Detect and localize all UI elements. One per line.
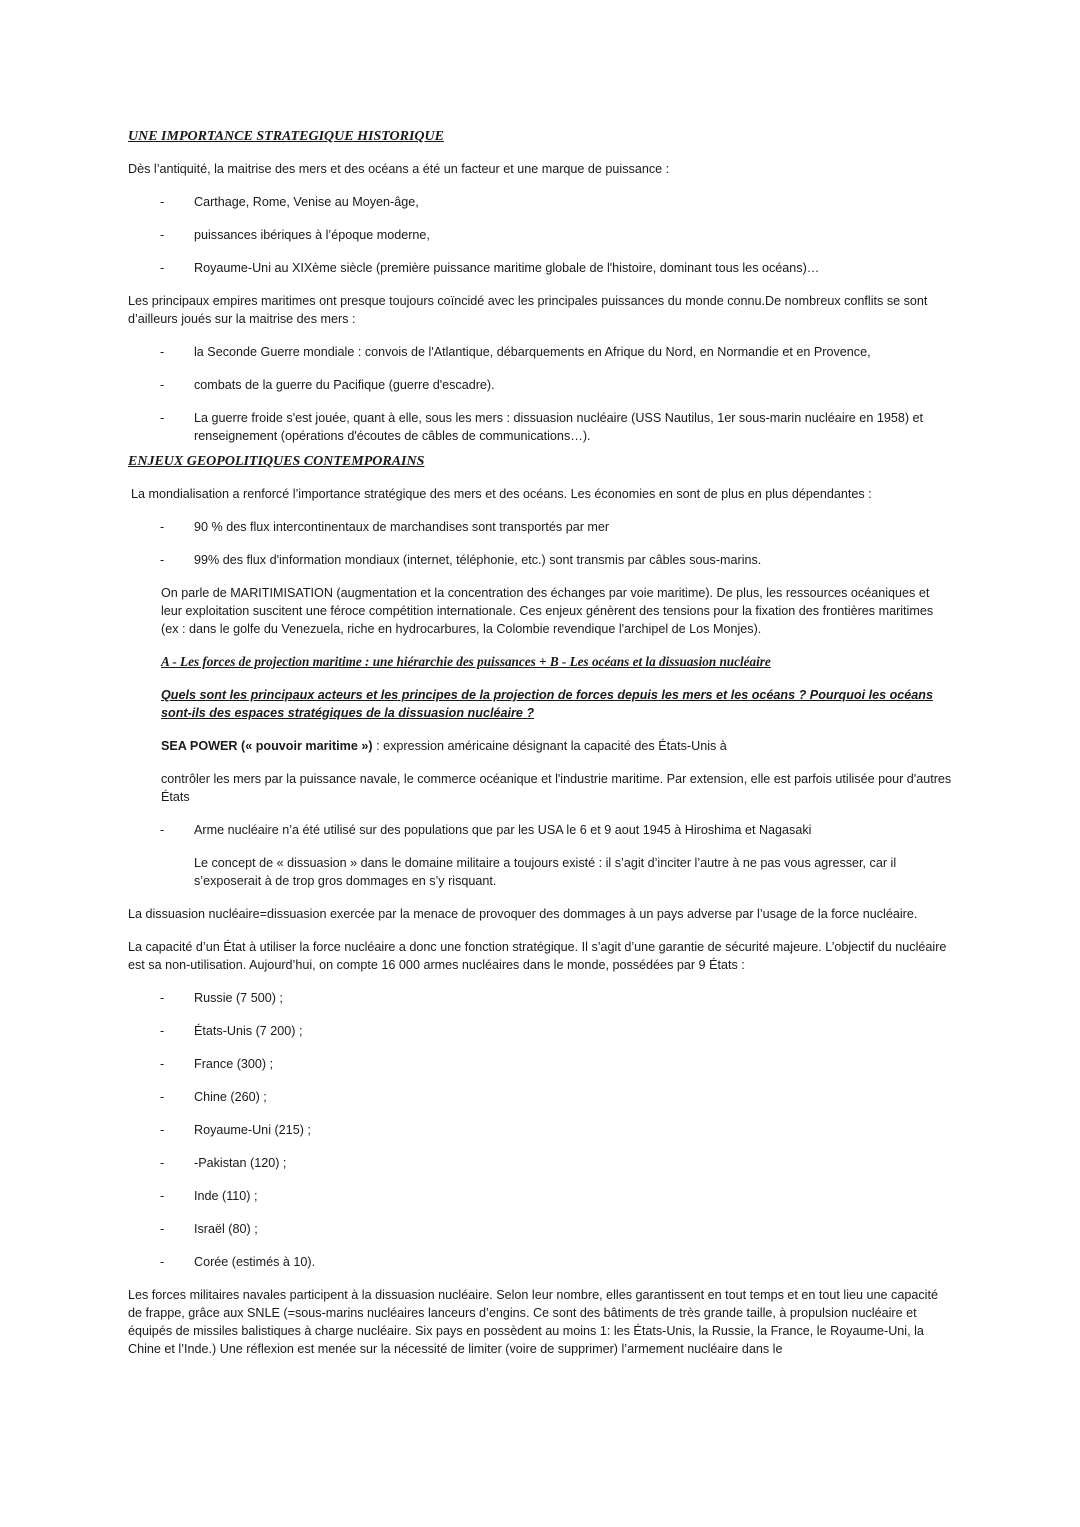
list-item-text: puissances ibériques à l’époque moderne, bbox=[194, 228, 430, 242]
bullet-dash: - bbox=[160, 195, 165, 209]
nuclear-capacity-paragraph: La capacité d’un État à utiliser la force nucléaire a donc une fonction stratégique. Il s’agit d’une garantie de sécurité majeure. L’objectif du nucléaire est sa non-utilisation. Aujourd’hui, on compte 16 000 armes nucléaires dans le monde, possédées par 9 États : bbox=[128, 940, 947, 972]
seapower-def-text: : expression américaine désignant la capacité des États-Unis à bbox=[372, 739, 727, 753]
list-item-text: Arme nucléaire n’a été utilisé sur des populations que par les USA le 6 et 9 aout 1945 à Hiroshima et Nagasaki bbox=[194, 823, 812, 837]
list-item bbox=[128, 343, 952, 361]
bullet-dash: - bbox=[160, 1024, 165, 1038]
list-item bbox=[128, 1187, 952, 1205]
bullet-dash: - bbox=[160, 553, 165, 567]
bullet-dash: - bbox=[160, 1123, 165, 1137]
list-item bbox=[128, 518, 952, 536]
list-item-text: Israël (80) ; bbox=[194, 1222, 258, 1236]
list-item-text: La guerre froide s'est jouée, quant à elle, sous les mers : dissuasion nucléaire (USS Nautilus, 1er sous-marin nucléaire en 1958) et renseignement (opérations d'écoutes de câbles de communications…). bbox=[194, 411, 924, 443]
seapower-term: SEA POWER (« pouvoir maritime ») bbox=[161, 739, 373, 753]
bullet-dash: - bbox=[160, 1222, 165, 1236]
list-item bbox=[128, 1055, 952, 1073]
dissuasion-concept: Le concept de « dissuasion » dans le domaine militaire a toujours existé : il s’agit d’inciter l’autre à ne pas vous agresser, car il s’exposerait à de trop gros dommages en s’y risquant. bbox=[194, 856, 897, 888]
section-heading-enjeux: ENJEUX GEOPOLITIQUES CONTEMPORAINS bbox=[128, 454, 425, 469]
list-item-text: 99% des flux d'information mondiaux (internet, téléphonie, etc.) sont transmis par câbles sous-marins. bbox=[194, 553, 762, 567]
list-item bbox=[128, 193, 952, 211]
bullet-dash: - bbox=[160, 228, 165, 242]
subsection-heading: A - Les forces de projection maritime : une hiérarchie des puissances + B - Les océans et la dissuasion nucléaire bbox=[161, 654, 771, 669]
list-item-text: la Seconde Guerre mondiale : convois de l'Atlantique, débarquements en Afrique du Nord, en Normandie et en Provence, bbox=[194, 345, 871, 359]
list-item bbox=[128, 1022, 952, 1040]
naval-forces-paragraph: Les forces militaires navales participent à la dissuasion nucléaire. Selon leur nombre, elles garantissent en tout temps et en tout lieu une capacité de frappe, grâce aux SNLE (=sous-marins nucléaires lanceurs d’engins. Ce sont des bâtiments de très grande taille, à propulsion nucléaire et équipés de missiles balistiques à charge nucléaire. Six pays en possèdent au moins 1: les États-Unis, la Russie, la France, le Royaume-Uni, la Chine et l’Inde.) Une réflexion est menée sur la nécessité de limiter (voire de supprimer) l’armement nucléaire dans le bbox=[128, 1288, 938, 1356]
list-item-text: France (300) ; bbox=[194, 1057, 274, 1071]
list-item bbox=[128, 1154, 952, 1172]
bullet-dash: - bbox=[160, 1090, 165, 1104]
list-item-text: Russie (7 500) ; bbox=[194, 991, 283, 1005]
bullet-dash: - bbox=[160, 1255, 165, 1269]
list-item-text: -Pakistan (120) ; bbox=[194, 1156, 287, 1170]
bullet-dash: - bbox=[160, 261, 165, 275]
section1-intro: Dès l’antiquité, la maitrise des mers et des océans a été un facteur et une marque de puissance : bbox=[128, 162, 670, 176]
bullet-dash: - bbox=[160, 823, 165, 837]
list-item-text: États-Unis (7 200) ; bbox=[194, 1024, 303, 1038]
section2-intro: La mondialisation a renforcé l’importance stratégique des mers et des océans. Les économies en sont de plus en plus dépendantes : bbox=[131, 487, 872, 501]
bullet-dash: - bbox=[160, 1057, 165, 1071]
list-item bbox=[128, 1220, 952, 1238]
list-item bbox=[128, 1088, 952, 1106]
list-item-text: combats de la guerre du Pacifique (guerre d'escadre). bbox=[194, 378, 495, 392]
maritimisation-paragraph: On parle de MARITIMISATION (augmentation et la concentration des échanges par voie maritime). De plus, les ressources océaniques et leur exploitation suscitent une féroce compétition internationale. Ces enjeux génèrent des tensions pour la fixation des frontières maritimes (ex : dans le golfe du Venezuela, riche en hydrocarbures, la Colombie revendique l'archipel de Los Monjes). bbox=[161, 586, 934, 636]
list-item bbox=[128, 551, 952, 569]
list-item-text: Chine (260) ; bbox=[194, 1090, 267, 1104]
list-item bbox=[128, 376, 952, 394]
list-item-text: 90 % des flux intercontinentaux de marchandises sont transportés par mer bbox=[194, 520, 610, 534]
list-item bbox=[128, 989, 952, 1007]
section1-para-empires: Les principaux empires maritimes ont presque toujours coïncidé avec les principales puissances du monde connu.De nombreux conflits se sont d’ailleurs joués sur la maitrise des mers : bbox=[128, 294, 928, 326]
list-item bbox=[128, 1121, 952, 1139]
list-item-text: Inde (110) ; bbox=[194, 1189, 258, 1203]
section-heading-historique: UNE IMPORTANCE STRATEGIQUE HISTORIQUE bbox=[128, 129, 444, 144]
document-page bbox=[128, 128, 952, 1373]
list-item bbox=[128, 821, 952, 839]
bullet-dash: - bbox=[160, 520, 165, 534]
bullet-dash: - bbox=[160, 1156, 165, 1170]
problematic-question: Quels sont les principaux acteurs et les principes de la projection de forces depuis les mers et les océans ? Pourquoi les océans sont-ils des espaces stratégiques de la dissuasion nucléaire ? bbox=[161, 688, 933, 720]
bullet-dash: - bbox=[160, 411, 165, 425]
list-item-text: Royaume-Uni (215) ; bbox=[194, 1123, 311, 1137]
dissuasion-definition: La dissuasion nucléaire=dissuasion exercée par la menace de provoquer des dommages à un pays adverse par l’usage de la force nucléaire. bbox=[128, 907, 918, 921]
list-item-text: Royaume-Uni au XIXème siècle (première puissance maritime globale de l'histoire, dominant tous les océans)… bbox=[194, 261, 820, 275]
list-item-text: Carthage, Rome, Venise au Moyen-âge, bbox=[194, 195, 419, 209]
seapower-definition bbox=[161, 737, 952, 755]
list-item bbox=[128, 226, 952, 244]
bullet-dash: - bbox=[160, 378, 165, 392]
list-item bbox=[128, 409, 952, 445]
list-item bbox=[128, 259, 952, 277]
seapower-continuation: contrôler les mers par la puissance navale, le commerce océanique et l'industrie maritime. Par extension, elle est parfois utilisée pour d'autres États bbox=[161, 772, 952, 804]
bullet-dash: - bbox=[160, 991, 165, 1005]
bullet-dash: - bbox=[160, 345, 165, 359]
list-item-text: Corée (estimés à 10). bbox=[194, 1255, 316, 1269]
bullet-dash: - bbox=[160, 1189, 165, 1203]
list-item bbox=[128, 1253, 952, 1271]
